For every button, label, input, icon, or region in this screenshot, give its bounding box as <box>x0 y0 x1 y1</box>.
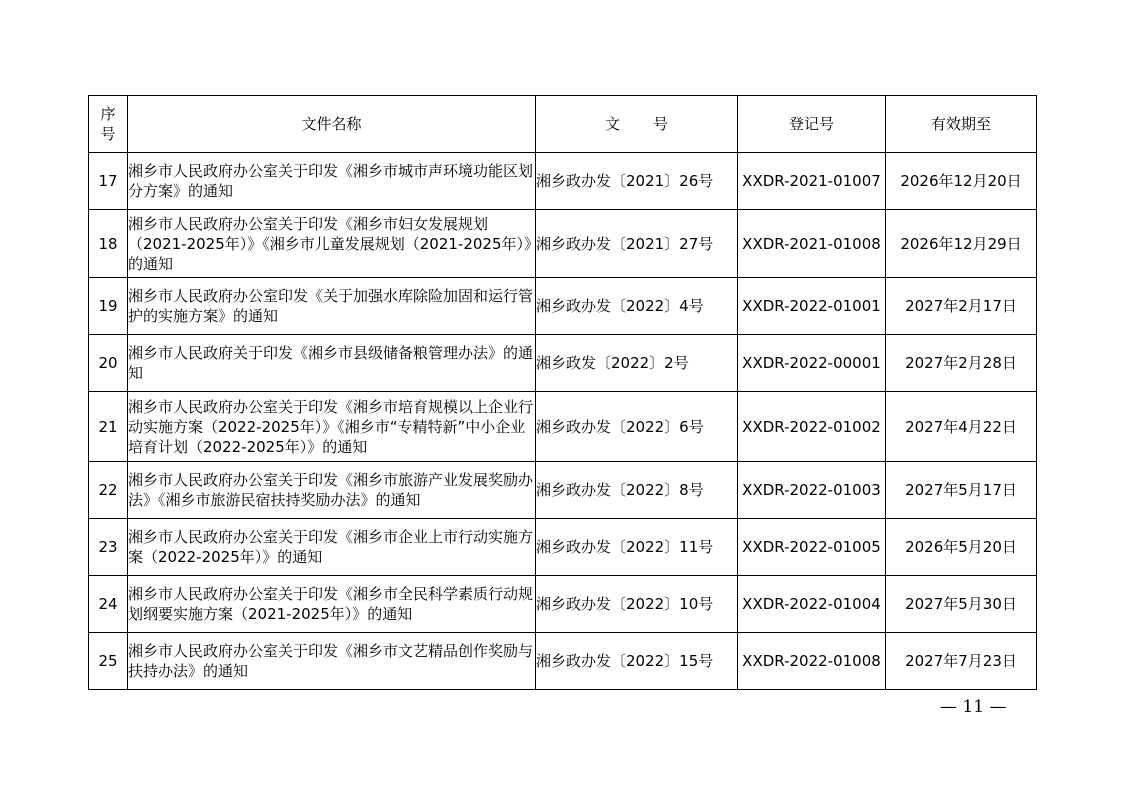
table-row <box>89 335 1037 392</box>
header-registration-number: 登记号 <box>738 96 886 153</box>
row-file-name: 湘乡市人民政府办公室关于印发《湘乡市全民科学素质行动规划纲要实施方案（2021-2025年）》的通知 <box>128 576 536 633</box>
row-registration-number: XXDR-2022-01004 <box>738 576 886 633</box>
row-expiry-date: 2026年12月20日 <box>886 153 1037 210</box>
row-expiry-date: 2027年4月22日 <box>886 392 1037 462</box>
row-expiry-date: 2027年2月17日 <box>886 278 1037 335</box>
row-document-number: 湘乡政办发〔2022〕4号 <box>536 278 738 335</box>
row-index: 19 <box>89 278 128 335</box>
row-index: 21 <box>89 392 128 462</box>
table-row <box>89 519 1037 576</box>
row-index: 25 <box>89 633 128 690</box>
row-expiry-date: 2026年12月29日 <box>886 210 1037 278</box>
document-table <box>88 95 1037 690</box>
row-file-name: 湘乡市人民政府办公室关于印发《湘乡市文艺精品创作奖励与扶持办法》的通知 <box>128 633 536 690</box>
row-index: 17 <box>89 153 128 210</box>
table-row <box>89 462 1037 519</box>
row-file-name: 湘乡市人民政府关于印发《湘乡市县级储备粮管理办法》的通知 <box>128 335 536 392</box>
row-document-number: 湘乡政办发〔2022〕11号 <box>536 519 738 576</box>
row-registration-number: XXDR-2022-01008 <box>738 633 886 690</box>
row-file-name: 湘乡市人民政府办公室关于印发《湘乡市城市声环境功能区划分方案》的通知 <box>128 153 536 210</box>
table-row <box>89 633 1037 690</box>
row-document-number: 湘乡政发〔2022〕2号 <box>536 335 738 392</box>
row-expiry-date: 2027年7月23日 <box>886 633 1037 690</box>
header-index <box>89 96 128 153</box>
header-index-char-2: 号 <box>100 125 116 143</box>
row-registration-number: XXDR-2022-00001 <box>738 335 886 392</box>
row-expiry-date: 2026年5月20日 <box>886 519 1037 576</box>
header-expiry-date: 有效期至 <box>886 96 1037 153</box>
row-index: 22 <box>89 462 128 519</box>
row-document-number: 湘乡政办发〔2021〕27号 <box>536 210 738 278</box>
row-document-number: 湘乡政办发〔2022〕15号 <box>536 633 738 690</box>
row-registration-number: XXDR-2021-01008 <box>738 210 886 278</box>
table-row <box>89 278 1037 335</box>
row-document-number: 湘乡政办发〔2022〕8号 <box>536 462 738 519</box>
row-expiry-date: 2027年5月17日 <box>886 462 1037 519</box>
header-file-name: 文件名称 <box>128 96 536 153</box>
row-index: 24 <box>89 576 128 633</box>
table-header-row <box>89 96 1037 153</box>
table-row <box>89 210 1037 278</box>
table-body <box>89 153 1037 690</box>
row-registration-number: XXDR-2022-01003 <box>738 462 886 519</box>
table-row <box>89 153 1037 210</box>
row-registration-number: XXDR-2021-01007 <box>738 153 886 210</box>
row-file-name: 湘乡市人民政府办公室关于印发《湘乡市培育规模以上企业行动实施方案（2022-2025年）》《湘乡市“专精特新”中小企业培育计划（2022-2025年）》的通知 <box>128 392 536 462</box>
header-document-number-label: 文号 <box>604 115 701 133</box>
row-index: 18 <box>89 210 128 278</box>
header-document-number <box>536 96 738 153</box>
row-registration-number: XXDR-2022-01002 <box>738 392 886 462</box>
row-index: 20 <box>89 335 128 392</box>
table-row <box>89 576 1037 633</box>
header-index-char-1: 序 <box>100 105 116 123</box>
row-file-name: 湘乡市人民政府办公室印发《关于加强水库除险加固和运行管护的实施方案》的通知 <box>128 278 536 335</box>
row-file-name: 湘乡市人民政府办公室关于印发《湘乡市企业上市行动实施方案（2022-2025年）》的通知 <box>128 519 536 576</box>
row-index: 23 <box>89 519 128 576</box>
row-expiry-date: 2027年5月30日 <box>886 576 1037 633</box>
row-expiry-date: 2027年2月28日 <box>886 335 1037 392</box>
row-file-name: 湘乡市人民政府办公室关于印发《湘乡市妇女发展规划（2021-2025年）》《湘乡市儿童发展规划（2021-2025年）》的通知 <box>128 210 536 278</box>
row-document-number: 湘乡政办发〔2022〕6号 <box>536 392 738 462</box>
row-registration-number: XXDR-2022-01005 <box>738 519 886 576</box>
table-row <box>89 392 1037 462</box>
row-document-number: 湘乡政办发〔2022〕10号 <box>536 576 738 633</box>
row-document-number: 湘乡政办发〔2021〕26号 <box>536 153 738 210</box>
row-file-name: 湘乡市人民政府办公室关于印发《湘乡市旅游产业发展奖励办法》《湘乡市旅游民宿扶持奖励办法》的通知 <box>128 462 536 519</box>
page-number: — 11 — <box>940 697 1007 717</box>
row-registration-number: XXDR-2022-01001 <box>738 278 886 335</box>
